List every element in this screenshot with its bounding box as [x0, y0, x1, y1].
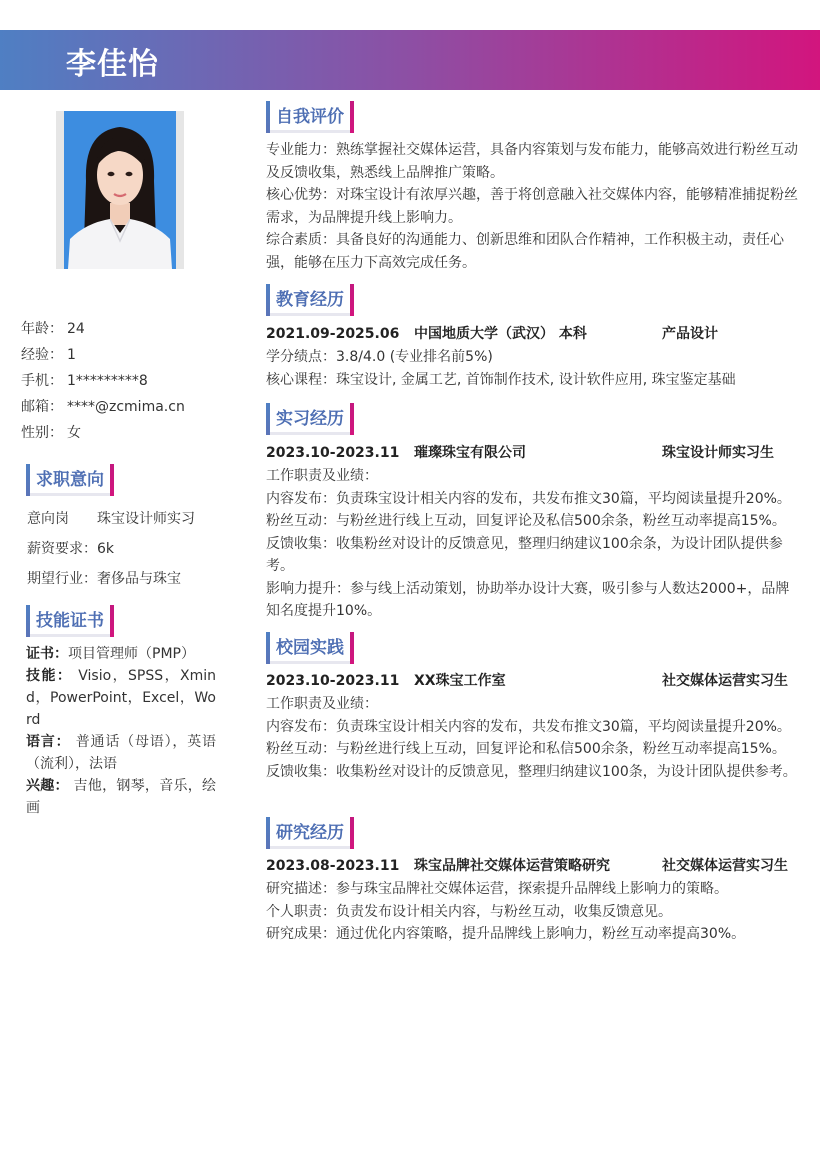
header-banner: [0, 30, 820, 90]
research-header: 2023.08-2023.11 珠宝品牌社交媒体运营策略研究 社交媒体运营实习生: [266, 858, 788, 874]
section-heading-research: 研究经历: [266, 817, 354, 849]
campus-line: 内容发布：负责珠宝设计相关内容的发布，共发布推文30篇，平均阅读量提升20%。: [266, 718, 791, 735]
internship-line: 工作职责及业绩：: [266, 468, 378, 484]
campus-entry: [266, 669, 798, 783]
internship-line: 反馈收集：收集粉丝对设计的反馈意见，整理归纳建议100余条，为设计团队提供参考。: [266, 535, 783, 574]
job-intent: [27, 508, 227, 598]
intent-row-salary: 薪资要求： 6k: [27, 541, 115, 557]
self-eval-line: 综合素质：具备良好的沟通能力、创新思维和团队合作精神，工作积极主动，责任心强，能够在压力下高效完成任务。: [266, 232, 784, 271]
skill-item-tools: 技能： Visio，SPSS，Xmind，PowerPoint，Excel，Word: [26, 668, 217, 728]
basic-info: [21, 318, 221, 448]
section-heading-skills: 技能证书: [26, 605, 114, 637]
research-entry: [266, 854, 798, 946]
research-line: 研究成果：通过优化内容策略，提升品牌线上影响力，粉丝互动率提高30%。: [266, 926, 746, 942]
info-row-email: 邮箱： ****@zcmima.cn: [21, 399, 185, 415]
education-line: 核心课程：珠宝设计, 金属工艺, 首饰制作技术, 设计软件应用, 珠宝鉴定基础: [266, 371, 736, 388]
info-row-experience: 经验： 1: [21, 347, 76, 363]
intent-row-position: 意向岗 珠宝设计师实习: [27, 511, 195, 527]
skills-list: [26, 643, 216, 819]
internship-entry: [266, 441, 798, 623]
internship-line: 粉丝互动：与粉丝进行线上互动，回复评论及私信500余条，粉丝互动率提高15%。: [266, 513, 786, 529]
education-entry: [266, 322, 798, 391]
campus-line: 反馈收集：收集粉丝对设计的反馈意见，整理归纳建议100条，为设计团队提供参考。: [266, 763, 797, 780]
internship-header: 2023.10-2023.11 璀璨珠宝有限公司 珠宝设计师实习生: [266, 445, 774, 461]
section-heading-campus: 校园实践: [266, 632, 354, 664]
candidate-name: 李佳怡: [66, 47, 159, 82]
campus-line: 粉丝互动：与粉丝进行线上互动，回复评论和私信500余条，粉丝互动率提高15%。: [266, 741, 786, 757]
profile-photo: [56, 111, 184, 269]
section-heading-internship: 实习经历: [266, 403, 354, 435]
internship-line: 影响力提升：参与线上活动策划，协助举办设计大赛，吸引参与人数达2000+，品牌知名度提升10%。: [266, 580, 790, 619]
info-row-age: 年龄： 24: [21, 321, 85, 337]
skill-item-language: 语言： 普通话（母语），英语（流利），法语: [26, 734, 217, 772]
section-heading-education: 教育经历: [266, 284, 354, 316]
info-row-phone: 手机： 1*********8: [21, 373, 148, 389]
self-eval-line: 核心优势：对珠宝设计有浓厚兴趣，善于将创意融入社交媒体内容，能够精准捕捉粉丝需求，为品牌提升线上影响力。: [266, 187, 798, 226]
campus-header: 2023.10-2023.11 XX珠宝工作室 社交媒体运营实习生: [266, 673, 788, 689]
self-eval-line: 专业能力：熟练掌握社交媒体运营，具备内容策划与发布能力，能够高效进行粉丝互动及反馈收集，熟悉线上品牌推广策略。: [266, 142, 798, 181]
research-line: 研究描述：参与珠宝品牌社交媒体运营，探索提升品牌线上影响力的策略。: [266, 881, 728, 897]
skill-item-cert: 证书：项目管理师（PMP）: [26, 646, 195, 662]
skill-item-hobby: 兴趣： 吉他，钢琴，音乐，绘画: [26, 778, 217, 816]
section-heading-intent: 求职意向: [26, 464, 114, 496]
self-eval-text: [266, 139, 798, 274]
research-line: 个人职责：负责发布设计相关内容，与粉丝互动，收集反馈意见。: [266, 903, 672, 920]
education-line: 学分绩点：3.8/4.0 (专业排名前5%): [266, 349, 493, 365]
info-row-gender: 性别： 女: [21, 425, 81, 441]
campus-line: 工作职责及业绩：: [266, 696, 378, 712]
internship-line: 内容发布：负责珠宝设计相关内容的发布，共发布推文30篇，平均阅读量提升20%。: [266, 490, 791, 507]
education-header: 2021.09-2025.06 中国地质大学（武汉） 本科 产品设计: [266, 326, 718, 342]
section-heading-self-eval: 自我评价: [266, 101, 354, 133]
intent-row-industry: 期望行业： 奢侈品与珠宝: [27, 571, 181, 587]
